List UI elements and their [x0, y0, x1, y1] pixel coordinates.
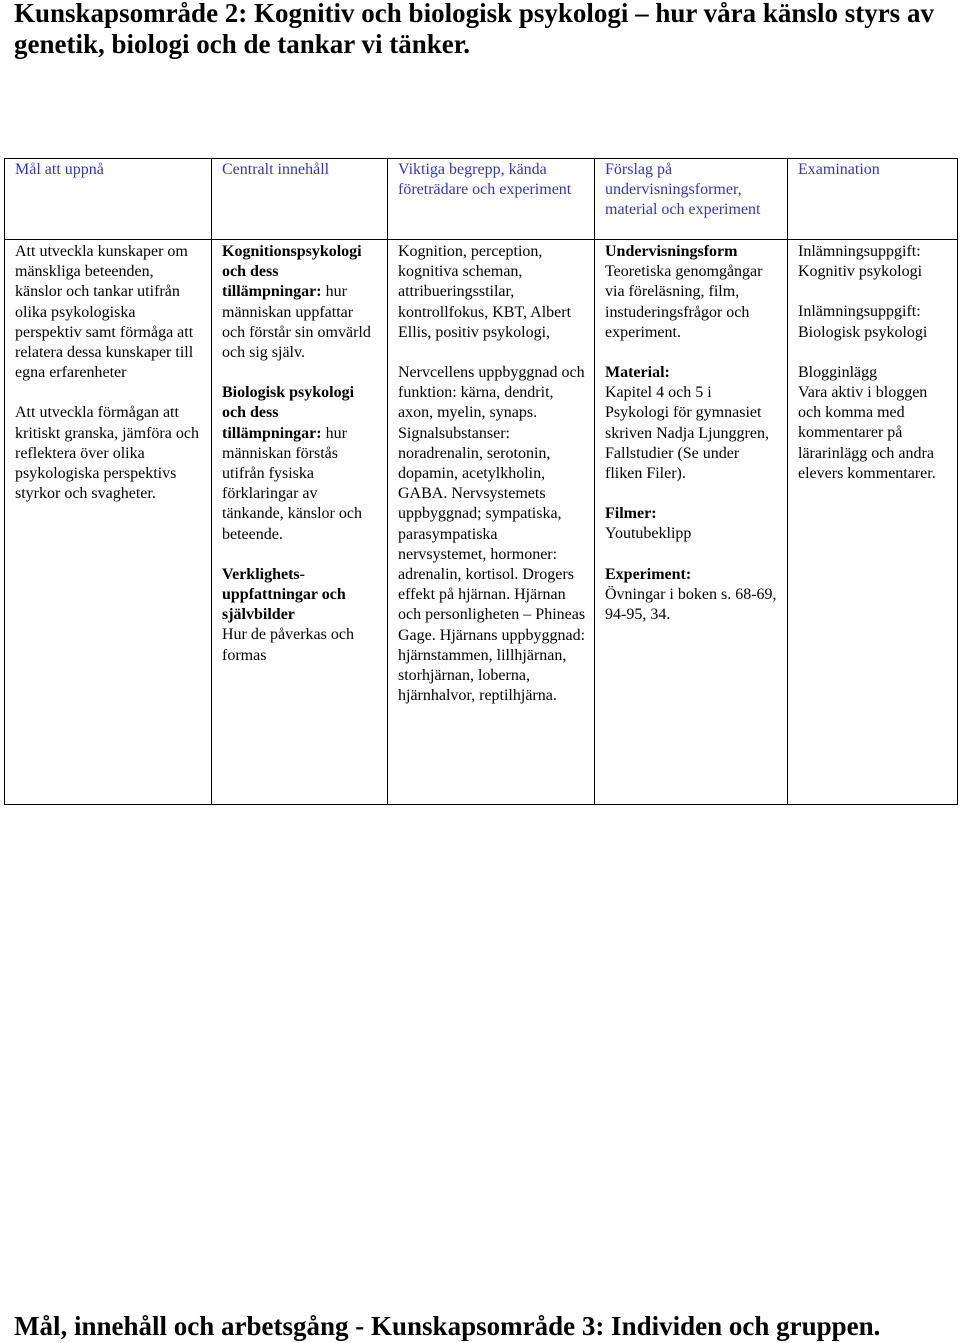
concepts-text-1: Kognition, perception, kognitiva scheman, attribueringsstilar, kontrollfokus, KBT, Albert Ellis, positiv psykologi, [398, 243, 572, 341]
header-exam: Examination [788, 159, 958, 240]
table-row [5, 240, 958, 805]
content-heading-selfimage: Verklighets-uppfattningar och självbilder [222, 565, 346, 624]
content-item-cognitive [222, 242, 379, 363]
content-heading-cognitive: Kognitionspsykologi och dess tillämpningar: [222, 243, 362, 301]
exam-assignment-2-label: Inlämningsuppgift: [798, 303, 921, 321]
exam-blog-text: Vara aktiv i bloggen och komma med kommentarer på lärarinlägg och andra elevers kommentarer. [798, 384, 936, 482]
goals-cell [5, 240, 212, 805]
teaching-form-text: Teoretiska genomgångar via föreläsning, film, instuderingsfrågor och experiment. [605, 263, 763, 341]
content-text-cognitive: hur människan uppfattar och förstår sin omvärld och sig själv. [222, 283, 371, 362]
course-plan-table [4, 158, 958, 805]
goal-text-1: Att utveckla kunskaper om mänskliga beteenden, känslor och tankar utifrån olika psykologiska perspektiv samt förmåga att relatera dessa kunskaper till egna erfarenheter [15, 243, 194, 382]
table-header-row [5, 159, 958, 240]
exam-assignment-1-label: Inlämningsuppgift: [798, 243, 921, 260]
teaching-cell [595, 240, 788, 805]
header-teaching: Förslag på undervisningsformer, material och experiment [595, 159, 788, 240]
teaching-form-heading: Undervisningsform [605, 243, 738, 260]
teaching-material-text: Kapitel 4 och 5 i Psykologi för gymnasiet skriven Nadja Ljunggren, Fallstudier (Se under fliken Filer). [605, 384, 769, 483]
teaching-film-heading: Filmer: [605, 505, 657, 523]
exam-assignment-2-text: Biologisk psykologi [798, 323, 928, 341]
concepts-text-2: Nervcellens uppbyggnad och funktion: kärna, dendrit, axon, myelin, synaps. Signalsubstanser: noradrenalin, serotonin, dopamin, acetylkholin, GABA. Nervsystemets uppbyggnad; sympatiska, parasympatiska nervsystemet, hormoner: adrenalin, kortisol. Drogers effekt på hjärnan. Hjärnan och personligheten – Phineas Gage. Hjärnans uppbyggnad: hjärnstammen, lillhjärnan, storhjärnan, loberna, hjärnhalvor, reptilhjärna. [398, 364, 586, 705]
header-concepts: Viktiga begrepp, kända företrädare och experiment [388, 159, 595, 240]
teaching-experiment-heading: Experiment: [605, 565, 692, 583]
page-title: Kunskapsområde 2: Kognitiv och biologisk psykologi – hur våra känslo styrs av genetik, biologi och de tankar vi tänker. [14, 0, 934, 59]
teaching-material-heading: Material: [605, 364, 670, 382]
content-text-selfimage: Hur de påverkas och formas [222, 626, 354, 664]
teaching-film-text: Youtubeklipp [605, 525, 692, 543]
next-section-title: Mål, innehåll och arbetsgång - Kunskapsområde 3: Individen och gruppen. [14, 1311, 881, 1341]
exam-cell [788, 240, 958, 805]
goal-text-2: Att utveckla förmågan att kritiskt granska, jämföra och reflektera över olika psykologiska perspektivs styrkor och svagheter. [15, 404, 199, 503]
header-content: Centralt innehåll [212, 159, 388, 240]
exam-assignment-1-text: Kognitiv psykologi [798, 263, 923, 281]
concepts-cell [388, 240, 595, 805]
content-text-biological: hur människan förstås utifrån fysiska förklaringar av tänkande, känslor och beteende. [222, 424, 362, 543]
teaching-experiment-text: Övningar i boken s. 68-69, 94-95, 34. [605, 585, 777, 624]
header-goals: Mål att uppnå [5, 159, 212, 240]
content-heading-biological: Biologisk psykologi och dess tillämpningar: [222, 384, 355, 442]
content-item-biological [222, 383, 379, 545]
exam-blog-label: Blogginlägg [798, 363, 878, 381]
content-cell [212, 240, 388, 805]
